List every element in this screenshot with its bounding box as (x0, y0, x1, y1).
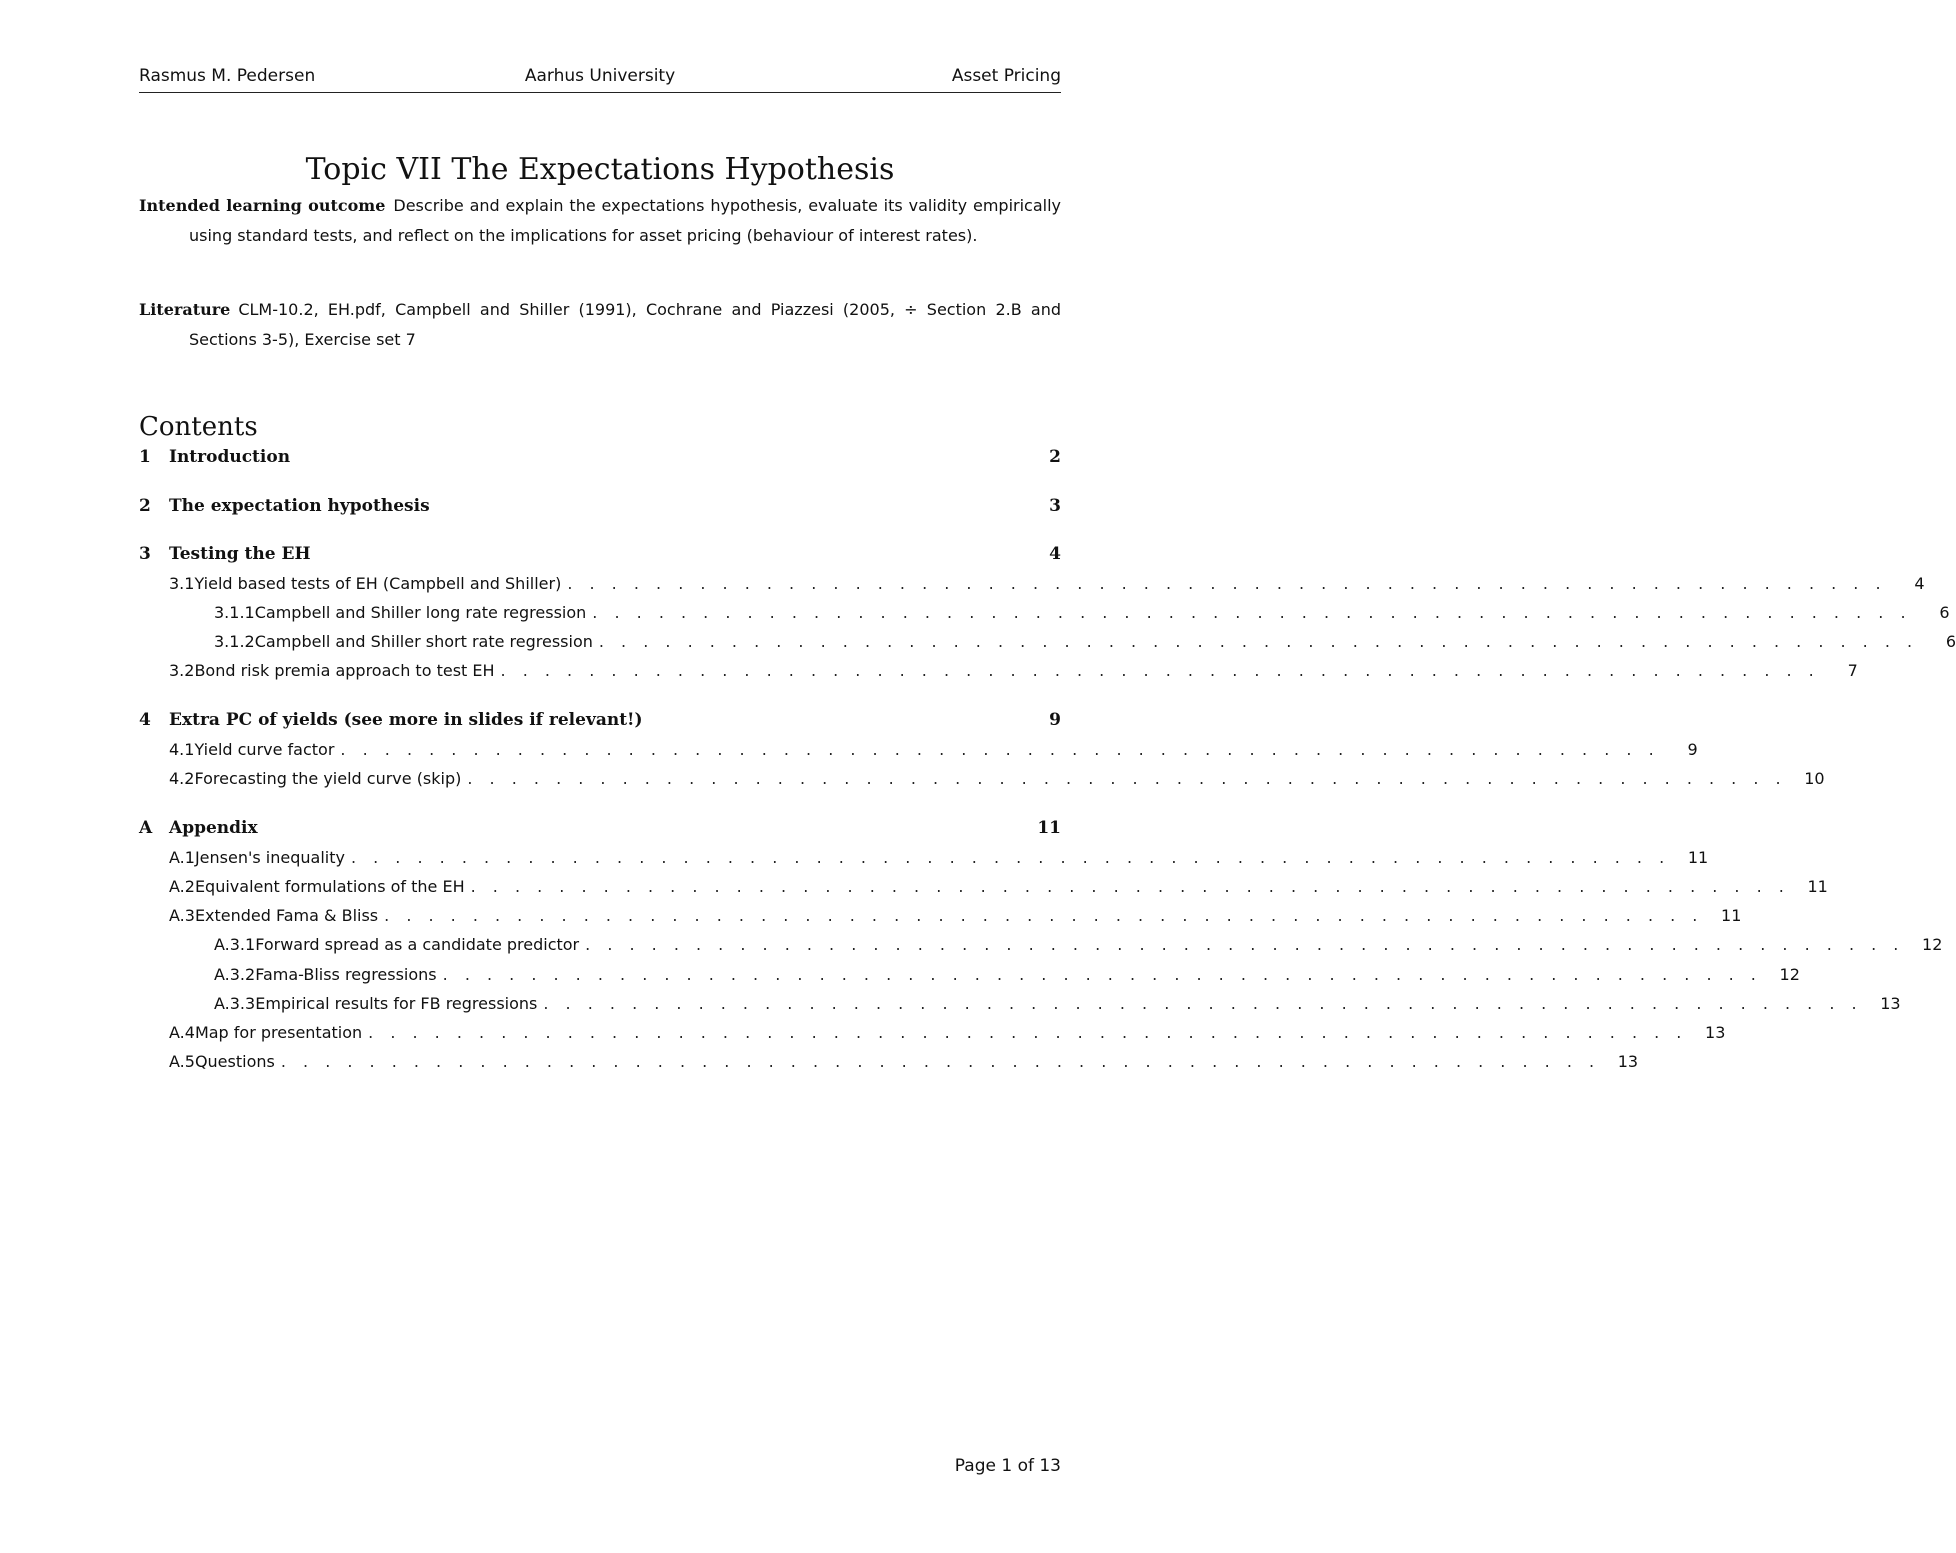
toc-leader: . . . . . . . . . . . . . . . . . . . . . . . . . . . . . . . . . . . . . . . . . . . . . . . . . . . . . . . . . . . . (585, 935, 1905, 954)
toc-entry[interactable] (139, 740, 1698, 768)
page-number: Page 1 of 13 (954, 1456, 1061, 1476)
toc-label: Questions (194, 1052, 275, 1071)
toc-label: Campbell and Shiller long rate regression (254, 603, 587, 622)
toc-page: 9 (1687, 740, 1698, 759)
toc-number: 4.2 (169, 769, 195, 788)
toc-entry[interactable] (139, 994, 1901, 1022)
toc-number: 1 (139, 447, 151, 467)
toc-label: Fama-Bliss regressions (255, 965, 437, 984)
toc-entry[interactable] (139, 877, 1828, 905)
toc-number: A.1 (169, 848, 195, 867)
toc-number: 4.1 (169, 740, 195, 759)
toc-number: A.2 (169, 877, 195, 896)
toc-page: 4 (1049, 544, 1061, 564)
header-author: Rasmus M. Pedersen (139, 66, 316, 86)
toc-page: 6 (1939, 603, 1950, 622)
toc-page: 11 (1687, 848, 1709, 867)
toc-leader: . . . . . . . . . . . . . . . . . . . . . . . . . . . . . . . . . . . . . . . . . . . . . . . . . . . . . . . . . . . . (384, 906, 1704, 925)
toc-entry[interactable] (139, 906, 1742, 934)
literature (139, 295, 1061, 355)
toc-leader: . . . . . . . . . . . . . . . . . . . . . . . . . . . . . . . . . . . . . . . . . . . . . . . . . . . . . . . . . . . . (500, 661, 1820, 680)
toc-leader: . . . . . . . . . . . . . . . . . . . . . . . . . . . . . . . . . . . . . . . . . . . . . . . . . . . . . . . . . . . . (280, 1052, 1601, 1071)
literature-text: CLM-10.2, EH.pdf, Campbell and Shiller (1991), Cochrane and Piazzesi (2005, ÷ Section 2.B and Sections 3-5), Exercise set 7 (189, 300, 1061, 349)
toc-entry[interactable] (139, 710, 1061, 738)
toc-label: Extended Fama & Bliss (194, 906, 379, 925)
toc-label: Campbell and Shiller short rate regression (254, 632, 593, 651)
toc-leader: . . . . . . . . . . . . . . . . . . . . . . . . . . . . . . . . . . . . . . . . . . . . . . . . . . . . . . . . . . . . (442, 965, 1762, 984)
toc-leader: . . . . . . . . . . . . . . . . . . . . . . . . . . . . . . . . . . . . . . . . . . . . . . . . . . . . . . . . . . . . (350, 848, 1671, 867)
toc-entry[interactable] (139, 661, 1858, 689)
toc-page: 9 (1049, 710, 1061, 730)
header-course: Asset Pricing (951, 66, 1061, 86)
toc-label: Equivalent formulations of the EH (194, 877, 465, 896)
toc-page: 11 (1807, 877, 1828, 896)
toc-entry[interactable] (139, 935, 1943, 963)
toc-number: A.3.2 (214, 965, 256, 984)
toc-page: 7 (1847, 661, 1858, 680)
toc-number: A.3 (169, 906, 195, 925)
toc-entry[interactable] (139, 496, 1061, 524)
toc-leader: . . . . . . . . . . . . . . . . . . . . . . . . . . . . . . . . . . . . . . . . . . . . . . . . . . . . . . . . . . . . (470, 877, 1790, 896)
learning-outcome-text: Describe and explain the expectations hypothesis, evaluate its validity empirically using standard tests, and reflect on the implications for asset pricing (behaviour of interest rates). (189, 196, 1061, 245)
toc-entry[interactable] (139, 447, 1061, 475)
toc-page: 12 (1779, 965, 1800, 984)
toc-page: 13 (1705, 1023, 1726, 1042)
toc-page: 13 (1880, 994, 1901, 1013)
header-institution: Aarhus University (524, 66, 676, 86)
contents-heading: Contents (139, 411, 258, 442)
toc-number: A.5 (169, 1052, 195, 1071)
toc-entry[interactable] (139, 574, 1925, 602)
toc-page: 2 (1049, 447, 1061, 467)
toc-label: Introduction (169, 447, 291, 467)
toc-page: 10 (1804, 769, 1825, 788)
toc-entry[interactable] (139, 848, 1709, 876)
toc-number: 2 (139, 496, 151, 516)
document-title: Topic VII The Expectations Hypothesis (305, 152, 895, 188)
toc-number: A (139, 818, 153, 838)
toc-leader: . . . . . . . . . . . . . . . . . . . . . . . . . . . . . . . . . . . . . . . . . . . . . . . . . . . . . . . . . . . . (598, 632, 1919, 651)
literature-term: Literature (139, 300, 231, 319)
toc-entry[interactable] (139, 544, 1061, 572)
toc-entry[interactable] (139, 603, 1950, 631)
learning-outcome (139, 191, 1061, 251)
toc-number: 3.1.1 (214, 603, 255, 622)
toc-number: A.4 (169, 1023, 195, 1042)
toc-page: 11 (1721, 906, 1742, 925)
toc-leader: . . . . . . . . . . . . . . . . . . . . . . . . . . . . . . . . . . . . . . . . . . . . . . . . . . . . . . . . . . . . (340, 740, 1660, 759)
running-header (139, 64, 1061, 93)
toc-number: A.3.3 (214, 994, 256, 1013)
toc-entry[interactable] (139, 632, 1956, 660)
toc-label: Extra PC of yields (see more in slides if relevant!) (169, 710, 643, 730)
toc-leader: . . . . . . . . . . . . . . . . . . . . . . . . . . . . . . . . . . . . . . . . . . . . . . . . . . . . . . . . . . . . (467, 769, 1787, 788)
toc-leader: . . . . . . . . . . . . . . . . . . . . . . . . . . . . . . . . . . . . . . . . . . . . . . . . . . . . . . . . . . . . (567, 574, 1887, 593)
toc-entry[interactable] (139, 965, 1800, 993)
toc-label: Bond risk premia approach to test EH (194, 661, 495, 680)
toc-label: Appendix (169, 818, 258, 838)
toc-label: Map for presentation (194, 1023, 363, 1042)
toc-number: 3.1.2 (214, 632, 255, 651)
toc-page: 3 (1049, 496, 1061, 516)
toc-label: Forecasting the yield curve (skip) (194, 769, 462, 788)
toc-number: 3 (139, 544, 151, 564)
toc-page: 13 (1617, 1052, 1639, 1071)
toc-entry[interactable] (139, 818, 1061, 846)
toc-label: Empirical results for FB regressions (255, 994, 538, 1013)
toc-label: Yield curve factor (194, 740, 335, 759)
toc-label: Yield based tests of EH (Campbell and Shiller) (194, 574, 562, 593)
toc-entry[interactable] (139, 769, 1825, 797)
toc-page: 11 (1037, 818, 1061, 838)
toc-number: 4 (139, 710, 151, 730)
toc-leader: . . . . . . . . . . . . . . . . . . . . . . . . . . . . . . . . . . . . . . . . . . . . . . . . . . . . . . . . . . . . (592, 603, 1912, 622)
toc-entry[interactable] (139, 1023, 1726, 1051)
toc-label: Jensen's inequality (194, 848, 345, 867)
toc-number: 3.2 (169, 661, 195, 680)
toc-number: A.3.1 (214, 935, 256, 954)
toc-page: 6 (1945, 632, 1956, 651)
toc-label: Forward spread as a candidate predictor (255, 935, 580, 954)
toc-page: 4 (1914, 574, 1925, 593)
toc-number: 3.1 (169, 574, 195, 593)
toc-label: Testing the EH (169, 544, 311, 564)
toc-leader: . . . . . . . . . . . . . . . . . . . . . . . . . . . . . . . . . . . . . . . . . . . . . . . . . . . . . . . . . . . . (543, 994, 1863, 1013)
toc-page: 12 (1922, 935, 1943, 954)
toc-label: The expectation hypothesis (169, 496, 430, 516)
toc-leader: . . . . . . . . . . . . . . . . . . . . . . . . . . . . . . . . . . . . . . . . . . . . . . . . . . . . . . . . . . . . (368, 1023, 1688, 1042)
learning-outcome-term: Intended learning outcome (139, 196, 386, 215)
toc-entry[interactable] (139, 1052, 1639, 1080)
